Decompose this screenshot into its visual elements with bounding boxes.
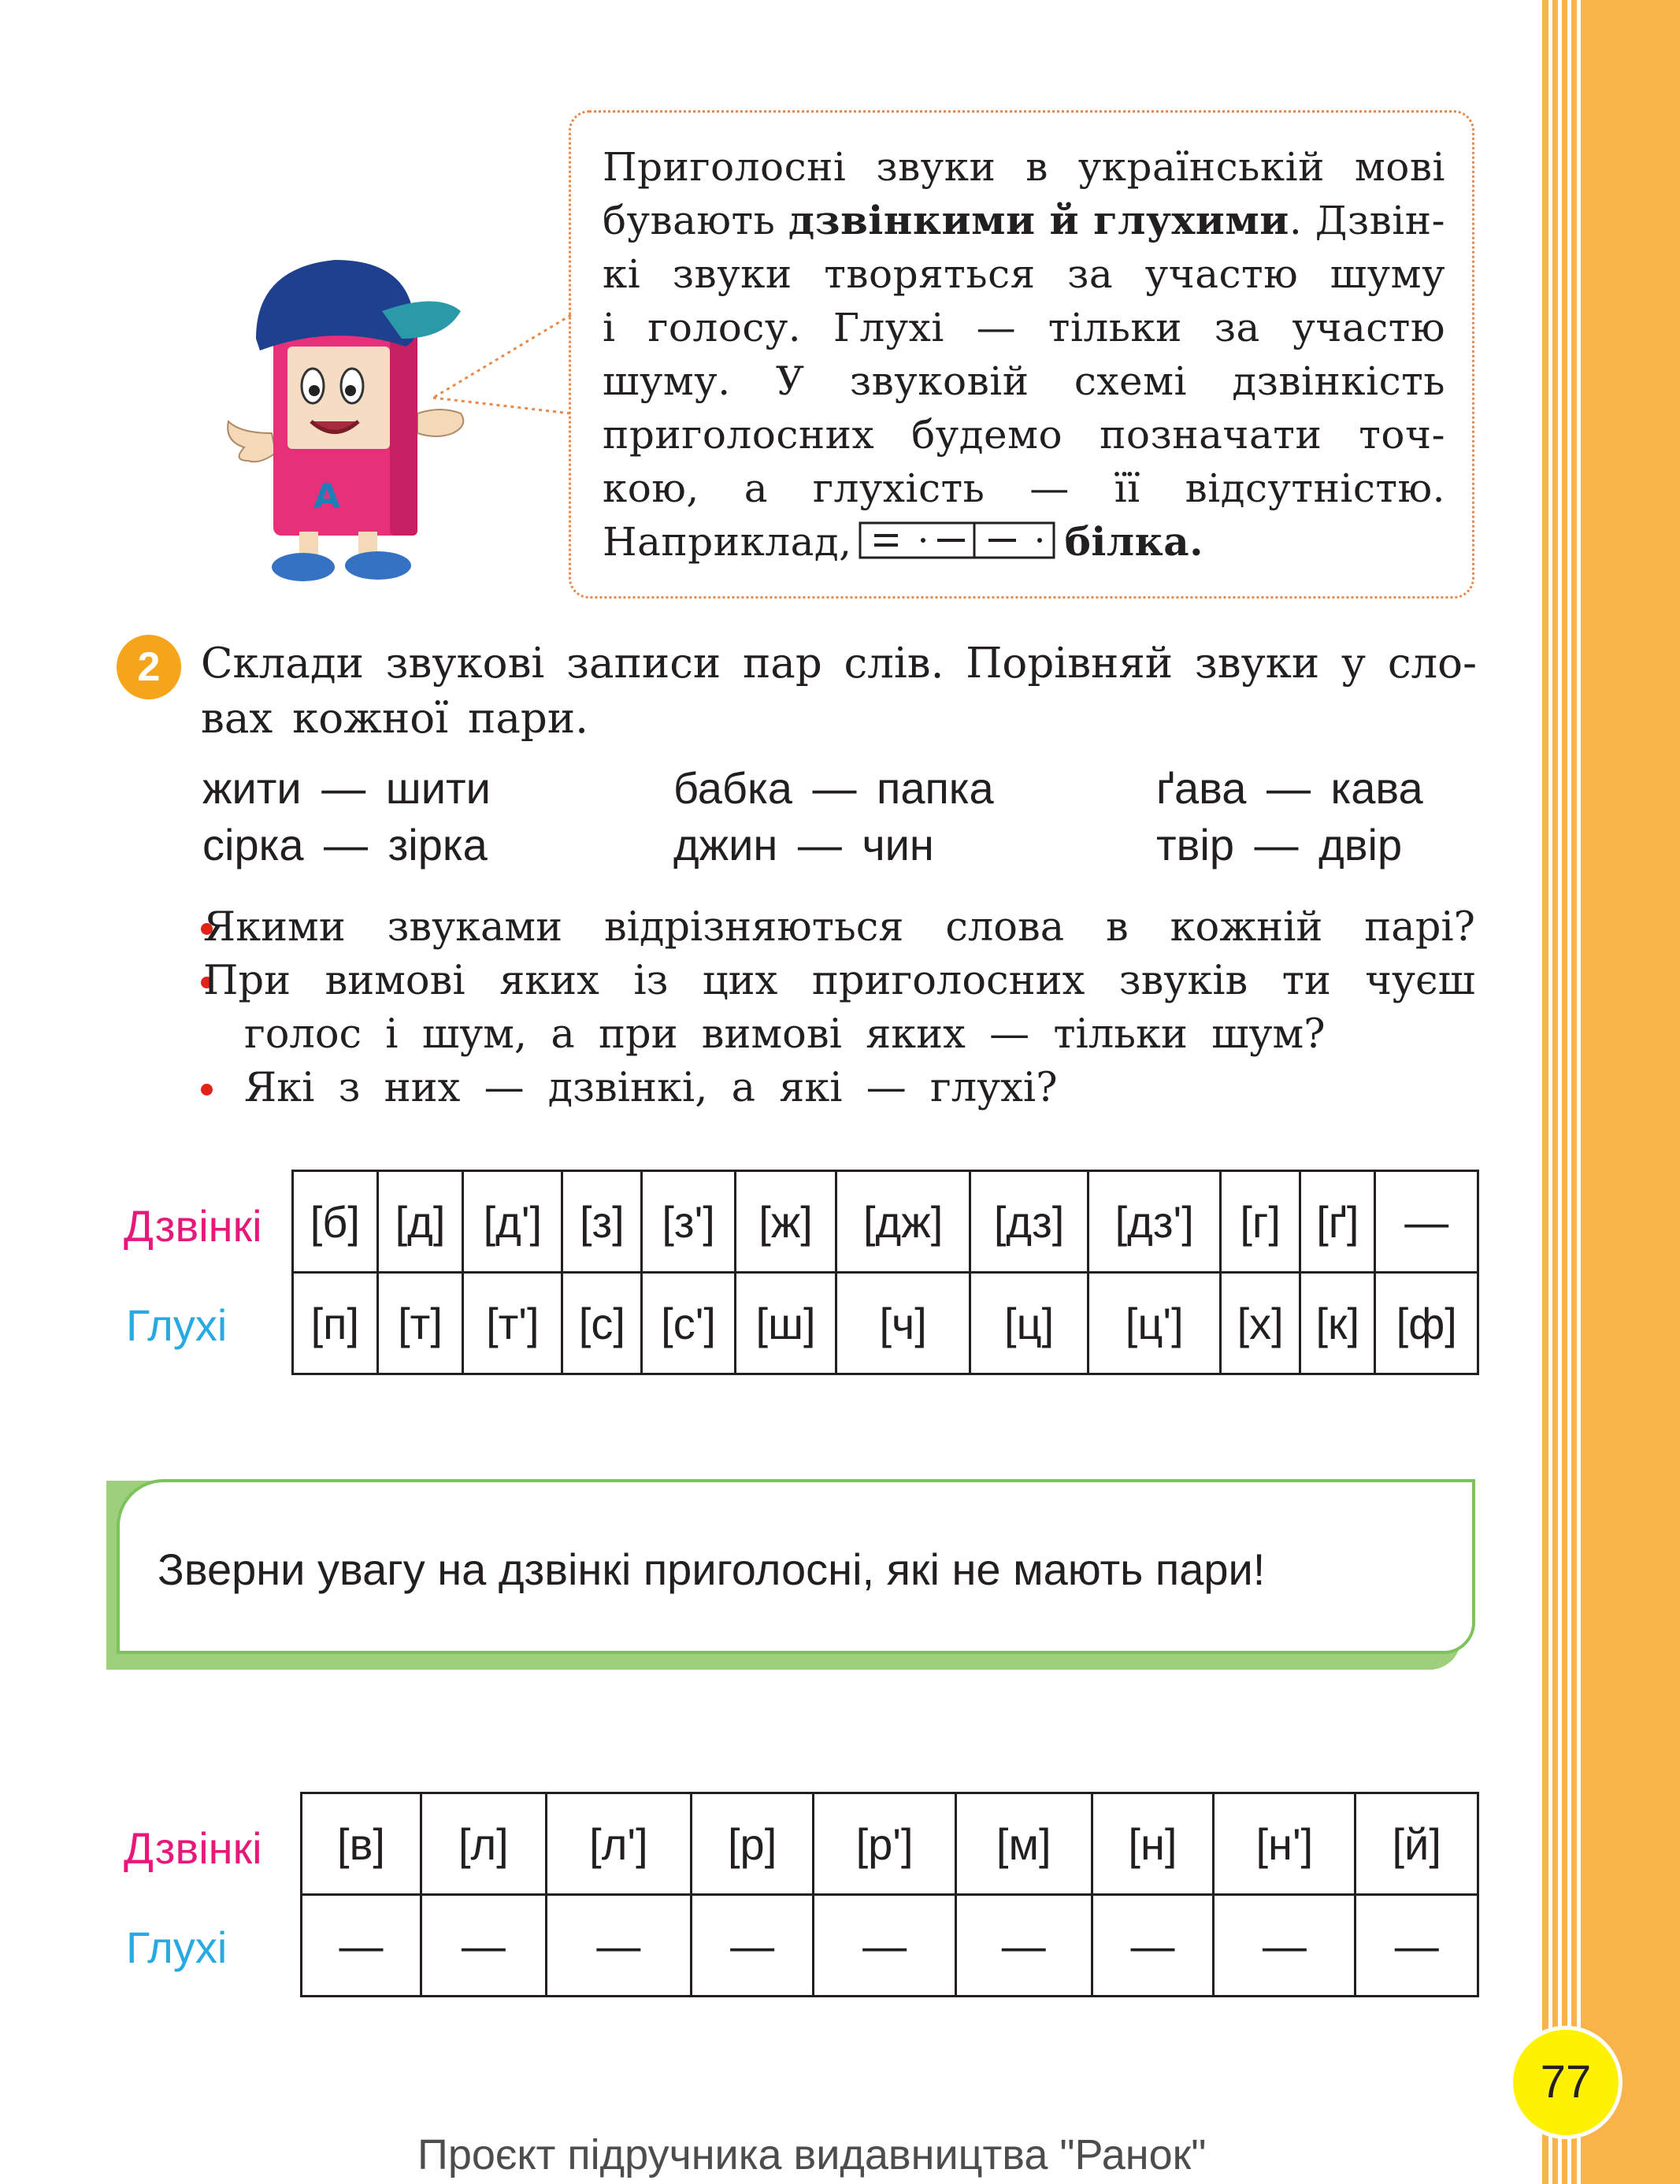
question-line: Якими звуками відрізняються слова в кожній парі?	[203, 904, 1475, 951]
voiced-label: Дзвінкі	[124, 1823, 262, 1873]
sound-cell: [б]	[293, 1171, 378, 1273]
sound-cell: [дз]	[970, 1171, 1088, 1273]
sound-cell: [г]	[1221, 1171, 1300, 1273]
sound-cell: [п]	[293, 1273, 378, 1374]
word-pair: сірка — зірка	[202, 820, 488, 870]
word-pair: бабка — папка	[673, 763, 994, 813]
svg-text:A: A	[313, 476, 341, 517]
sound-cell: [с']	[642, 1273, 735, 1374]
bullet-icon	[201, 1084, 213, 1096]
sound-cell: [д']	[463, 1171, 562, 1273]
info-line: Приголосні звуки в українській мові	[603, 144, 1445, 190]
sound-cell: [р']	[814, 1793, 956, 1895]
info-line: приголосних будемо позначати точ-	[603, 412, 1445, 458]
sound-cell: [дз']	[1088, 1171, 1221, 1273]
word-pair: джин — чин	[673, 820, 934, 870]
sound-cell: —	[302, 1895, 421, 1997]
table-row-voiceless	[293, 1273, 1478, 1374]
page-edge-band	[1542, 0, 1680, 2184]
sound-cell: —	[814, 1895, 956, 1997]
question-line: Які з них — дзвінкі, а які — глухі?	[244, 1065, 1058, 1111]
table-row-voiced	[302, 1793, 1478, 1895]
bubble-pointer	[425, 307, 575, 417]
consonant-pairs-table	[291, 1170, 1479, 1375]
sound-cell: [н]	[1092, 1793, 1214, 1895]
info-line: кою, а глухість — її відсутністю.	[603, 465, 1445, 511]
sound-cell: [ф]	[1375, 1273, 1478, 1374]
info-example-line: Наприклад, білка.	[603, 518, 1204, 565]
table-row-voiceless	[302, 1895, 1478, 1997]
sound-cell: [ц']	[1088, 1273, 1221, 1374]
page-number: 77	[1509, 2026, 1623, 2139]
table-row-voiced	[293, 1171, 1478, 1273]
sound-scheme-icon	[859, 521, 1055, 559]
sound-cell: [м]	[955, 1793, 1092, 1895]
sound-cell: [дж]	[836, 1171, 970, 1273]
info-line: кі звуки творяться за участю шуму	[603, 251, 1445, 297]
sound-cell: [ш]	[735, 1273, 836, 1374]
info-line: шуму. У звуковій схемі дзвінкість	[603, 358, 1445, 404]
info-bold-term: дзвінкими й глухими	[788, 197, 1289, 243]
word-pair: ґава — кава	[1156, 763, 1423, 813]
sound-cell: —	[1375, 1171, 1478, 1273]
sound-cell: [с]	[562, 1273, 642, 1374]
sound-cell: [н']	[1214, 1793, 1355, 1895]
sound-cell: [в]	[302, 1793, 421, 1895]
task-line: вах кожної пари.	[201, 695, 589, 743]
sound-cell: —	[1092, 1895, 1214, 1997]
unpaired-consonants-table	[300, 1792, 1479, 1997]
info-text	[603, 140, 1445, 569]
task-line: Склади звукові записи пар слів. Порівняй звуки у сло-	[201, 640, 1477, 688]
sound-cell: [ц]	[970, 1273, 1088, 1374]
word-pair: жити — шити	[202, 763, 491, 813]
task-instruction	[201, 636, 1477, 747]
sound-cell: —	[692, 1895, 814, 1997]
sound-cell: —	[1214, 1895, 1355, 1997]
sound-cell: [л]	[421, 1793, 546, 1895]
word-pair: твір — двір	[1156, 820, 1403, 870]
sound-cell: [ч]	[836, 1273, 970, 1374]
sound-cell: —	[421, 1895, 546, 1997]
sound-cell: —	[546, 1895, 691, 1997]
voiced-label: Дзвінкі	[124, 1201, 262, 1251]
question-line: При вимові яких із цих приголосних звуків ти чуєш	[203, 958, 1475, 1004]
sound-cell: —	[955, 1895, 1092, 1997]
sound-cell: [д]	[377, 1171, 463, 1273]
voiceless-label: Глухі	[126, 1300, 228, 1350]
question-line: голос і шум, а при вимові яких — тільки шум?	[244, 1011, 1326, 1058]
sound-cell: [з']	[642, 1171, 735, 1273]
sound-cell: [к]	[1300, 1273, 1375, 1374]
example-word: білка.	[1064, 518, 1204, 565]
footer-text: Проєкт підручника видавництва "Ранок"	[417, 2131, 1207, 2178]
sound-cell: [х]	[1221, 1273, 1300, 1374]
sound-cell: [ж]	[735, 1171, 836, 1273]
sound-cell: [й]	[1355, 1793, 1478, 1895]
info-line: і голосу. Глухі — тільки за участю	[603, 305, 1445, 350]
voiceless-label: Глухі	[126, 1923, 228, 1972]
sound-cell: [р]	[692, 1793, 814, 1895]
sound-cell: [з]	[562, 1171, 642, 1273]
info-line: бувають дзвінкими й глухими. Дзвін-	[603, 197, 1445, 243]
sound-cell: [т']	[463, 1273, 562, 1374]
task-number-badge: 2	[117, 635, 181, 699]
sound-cell: [т]	[377, 1273, 463, 1374]
sound-cell: [л']	[546, 1793, 691, 1895]
note-text: Зверни увагу на дзвінкі приголосні, які не мають пари!	[158, 1544, 1266, 1594]
sound-cell: —	[1355, 1895, 1478, 1997]
sound-cell: [ґ]	[1300, 1171, 1375, 1273]
